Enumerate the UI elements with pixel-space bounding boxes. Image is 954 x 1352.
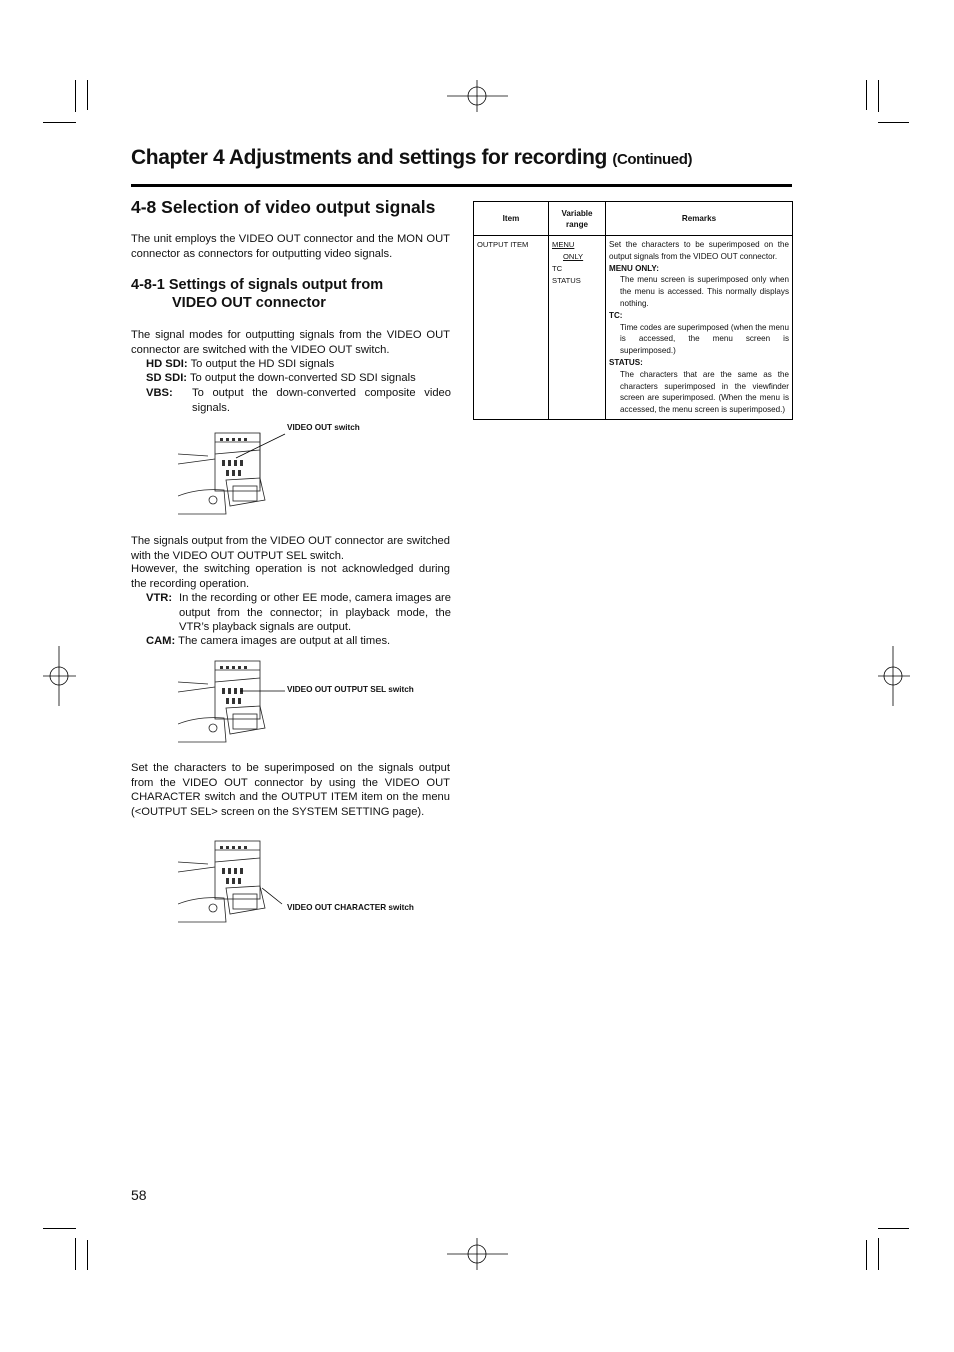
table-header-row	[474, 202, 793, 236]
callout-video-out-switch: VIDEO OUT switch	[287, 423, 360, 432]
camera-illustration-video-out	[178, 430, 288, 518]
cell-remarks: Set the characters to be superimposed on the output signals from the VIDEO OUT connector. MENU ONLY: The menu screen is superimposed only when the menu is accessed. This normally displays nothing. TC: Time codes are superimposed (when the menu is accessed, the menu screen is superimposed.) STATUS: The characters that are the same as the characters superimposed in the viewfinder screen are superimposed. (When the menu is accessed, the menu screen is superimposed.)	[606, 236, 793, 420]
header-rule	[131, 184, 792, 187]
table-row	[474, 236, 793, 420]
callout-output-sel-switch: VIDEO OUT OUTPUT SEL switch	[287, 685, 414, 694]
header-variable-range: Variable range	[549, 202, 606, 236]
mode-hd-sdi: HD SDI: To output the HD SDI signals	[146, 358, 335, 370]
section-title: 4-8 Selection of video output signals	[131, 197, 436, 217]
para-video-out-switch: The signal modes for outputting signals from the VIDEO OUT connector are switched with the VIDEO OUT switch.	[131, 329, 450, 356]
header-remarks: Remarks	[606, 202, 793, 236]
camera-illustration-character	[178, 838, 290, 926]
para-recording-note: However, the switching operation is not acknowledged during the recording operation.	[131, 563, 450, 590]
subsection-title: 4-8-1 Settings of signals output from VIDEO OUT connector	[131, 277, 384, 311]
camera-illustration-output-sel	[178, 658, 290, 746]
cell-item: OUTPUT ITEM	[474, 236, 549, 420]
sel-mode-vtr: VTR: In the recording or other EE mode, camera images are output from the connector; in playback mode, the VTR’s playback signals are output.	[146, 592, 451, 634]
cell-variable-range: MENU ONLY TC STATUS	[549, 236, 606, 420]
header-item: Item	[474, 202, 549, 236]
callout-character-switch: VIDEO OUT CHARACTER switch	[287, 903, 414, 912]
continued-label: (Continued)	[612, 151, 693, 168]
chapter-title: Chapter 4 Adjustments and settings for recording (Continued)	[131, 146, 693, 169]
mode-sd-sdi: SD SDI: To output the down-converted SD SDI signals	[146, 372, 416, 384]
para-character-switch: Set the characters to be superimposed on the signals output from the VIDEO OUT connector by using the VIDEO OUT CHARACTER switch and the OUTPUT ITEM item on the menu (<OUTPUT SEL> screen on the SYSTEM SETTING page).	[131, 762, 450, 818]
output-item-table	[473, 201, 793, 420]
intro-paragraph: The unit employs the VIDEO OUT connector and the MON OUT connector as connectors for outputting video signals.	[131, 233, 450, 260]
sel-mode-cam: CAM: The camera images are output at all times.	[146, 635, 391, 647]
mode-vbs: VBS: To output the down-converted composite video signals.	[146, 387, 451, 414]
page-number: 58	[131, 1187, 147, 1203]
para-output-sel-switch: The signals output from the VIDEO OUT connector are switched with the VIDEO OUT OUTPUT SEL switch.	[131, 535, 450, 562]
